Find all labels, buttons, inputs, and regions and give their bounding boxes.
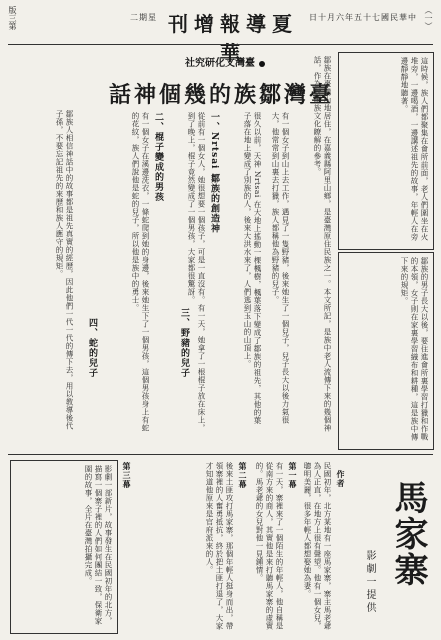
article-body-col: 鄒族人相信神話中的故事都是祖先真實的經歷，因此他們一代一代的傳下去，用以教導後代子孫，不要忘記祖先的來歷和族人應守的規矩。 <box>55 110 74 430</box>
right-block-text: 這時候，族人們都聚集在會所前面，老人們圍坐在火堆旁，一邊喝酒，一邊講述祖先的故事，年輕人在旁邊靜靜地聽著。 <box>400 57 429 241</box>
act-label: 第二幕 <box>238 462 248 489</box>
story-body-col: 民國初年，北方某地有一座馬家寨，寨主馬老爺為人正直，在地方上很有聲望。他有一個女兒，聰明美麗，很多年輕人都想娶她為妻。 <box>303 462 332 630</box>
story-body-col: 後來土匪攻打馬家寨，那個年輕人挺身而出，帶領寨裡的人奮勇抵抗，終於把土匪打退了，大家才知道他原來是官府派來的人。 <box>205 462 234 630</box>
right-block-text: 鄒族的男子長大以後，要住進會所裏學習打獵和作戰的本領，女子則在家裏學習織布和耕種，這是族中傳下來的規矩。 <box>400 257 429 441</box>
right-text-box <box>338 52 434 250</box>
story-title-block <box>345 480 429 630</box>
page-label: 版三第 <box>8 6 17 30</box>
section-rule <box>8 454 433 455</box>
story-body-col: 有一天，寨裡來了一個陌生的年輕人，他自稱是從南方來的商人，其實他是來打聽馬家寨的虛實的。馬老爺的女兒對他一見鍾情。 <box>255 462 284 630</box>
story-credit: 影劇一提供 <box>364 550 375 615</box>
act-label: 第一幕 <box>288 462 298 489</box>
issue-date: 日十月六年五十七國民華中 <box>309 13 417 22</box>
masthead: 刊增報導夏華 <box>168 12 298 65</box>
header-rule <box>8 44 433 45</box>
section-heading: 四、蛇的兒子 <box>87 318 97 378</box>
article-title: 話神個幾的族鄒灣臺 <box>108 82 334 108</box>
article-body-col: 有一個女子到山上去工作，遇見了一隻野豬，後來她生了一個兒子，兒子長大以後力氣很大，他常常到山裏去打獵，族人都稱他為野豬的兒子。 <box>271 112 290 424</box>
article-body-col: 有一個女子在溪邊洗衣，一條蛇爬到她的身邊，後來她生下了一個男孩，這個男孩身上有蛇的花紋，族人們說他是蛇的兒子，所以他是族中的勇士。 <box>131 112 150 432</box>
story-note-box <box>10 460 118 634</box>
act-label: 第三幕 <box>122 462 132 489</box>
author-label: 作者 <box>336 470 346 488</box>
article-body-col: 很久以前，天神 Nrtsai 在大地上搖動一棵楓樹，楓葉落下變成了鄒族的祖先，其他的葉子落在地上變成了別族的人，後來大洪水來了，人們逃到玉山的山頂上。 <box>243 112 262 425</box>
series-name: 社究研化文灣臺 <box>185 58 255 69</box>
bullet-icon <box>259 61 265 67</box>
issue-number: 二期星 <box>130 13 157 22</box>
article-body-col: 鄒族在臺灣山地居住，在嘉義縣阿里山鄉，是臺灣原住民族之一。本文所記，是族中老人流傳下來的幾個神話，作為對鄒族文化瞭解的參考。 <box>313 56 332 432</box>
story-title: 馬家寨 <box>388 480 428 588</box>
section-heading: 一、Nrtsai 鄒族的創造神 <box>209 112 219 234</box>
right-text-box <box>338 252 434 450</box>
side-mark-right: （一） <box>424 6 433 30</box>
story-note: 影劇一部新片，故事發生在民國初年的北方，描寫一個寨子裡的人們如何團結一致，保衛家園的故事，全片在臺灣拍攝完成。 <box>84 465 113 625</box>
section-heading: 三、野豬的兒子 <box>179 308 189 378</box>
article-body-col: 從前有一個女人，她很想要一個孩子，可是一直沒有。有一天，她拿了一根棍子放在床上，到了晚上，棍子竟然變成了一個男孩，大家都很驚訝。 <box>187 112 206 432</box>
section-heading: 二、棍子變成的男孩 <box>153 112 163 202</box>
